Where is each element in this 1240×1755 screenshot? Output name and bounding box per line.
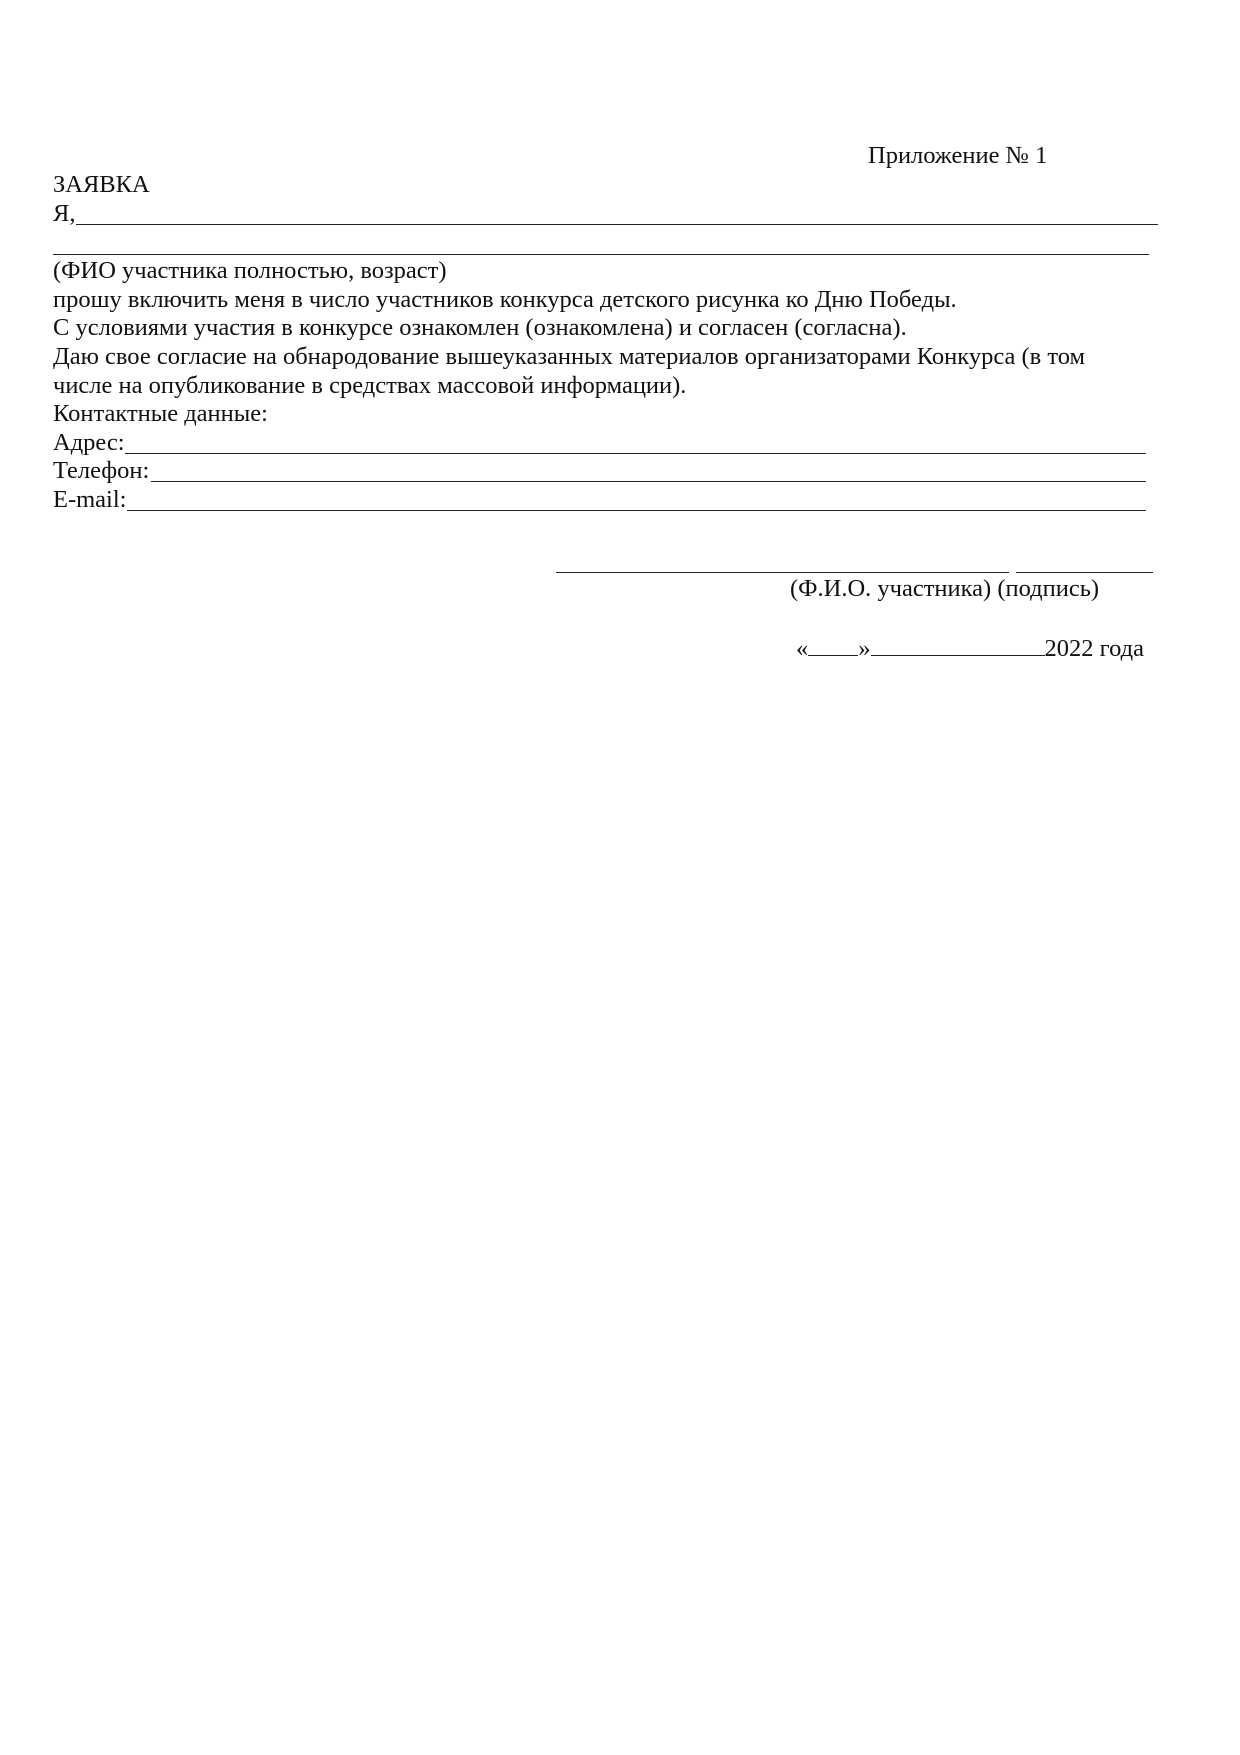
- address-label: Адрес:: [53, 429, 125, 456]
- date-open-quote: «: [796, 635, 809, 662]
- email-input-line[interactable]: [127, 510, 1146, 511]
- date-day-blank[interactable]: [808, 635, 858, 656]
- date-close-quote: »: [858, 635, 871, 662]
- email-label: E-mail:: [53, 486, 127, 513]
- contacts-heading: Контактные данные:: [53, 400, 268, 427]
- date-line: [796, 634, 1144, 663]
- consent-text-line-1: Даю свое согласие на обнародование вышеуказанных материалов организаторами Конкурса (в том: [53, 343, 1086, 370]
- appendix-label: Приложение № 1: [868, 142, 1048, 169]
- i-prefix: Я,: [53, 200, 76, 227]
- name-input-line-1[interactable]: [76, 224, 1158, 225]
- phone-label: Телефон:: [53, 457, 150, 484]
- form-title: ЗАЯВКА: [53, 171, 150, 198]
- name-input-line-2[interactable]: [53, 254, 1149, 255]
- conditions-text: С условиями участия в конкурсе ознакомлен (ознакомлена) и согласен (согласна).: [53, 314, 907, 341]
- consent-text-line-2: числе на опубликование в средствах массовой информации).: [53, 372, 687, 399]
- address-input-line[interactable]: [125, 453, 1146, 454]
- signature-name-line[interactable]: [556, 572, 1009, 573]
- request-text: прошу включить меня в число участников конкурса детского рисунка ко Дню Победы.: [53, 286, 957, 313]
- signature-sign-line[interactable]: [1016, 572, 1153, 573]
- signature-caption: (Ф.И.О. участника) (подпись): [790, 575, 1100, 602]
- name-caption: (ФИО участника полностью, возраст): [53, 257, 447, 284]
- date-month-blank[interactable]: [871, 635, 1045, 656]
- date-year: 2022 года: [1044, 635, 1144, 662]
- phone-input-line[interactable]: [151, 481, 1146, 482]
